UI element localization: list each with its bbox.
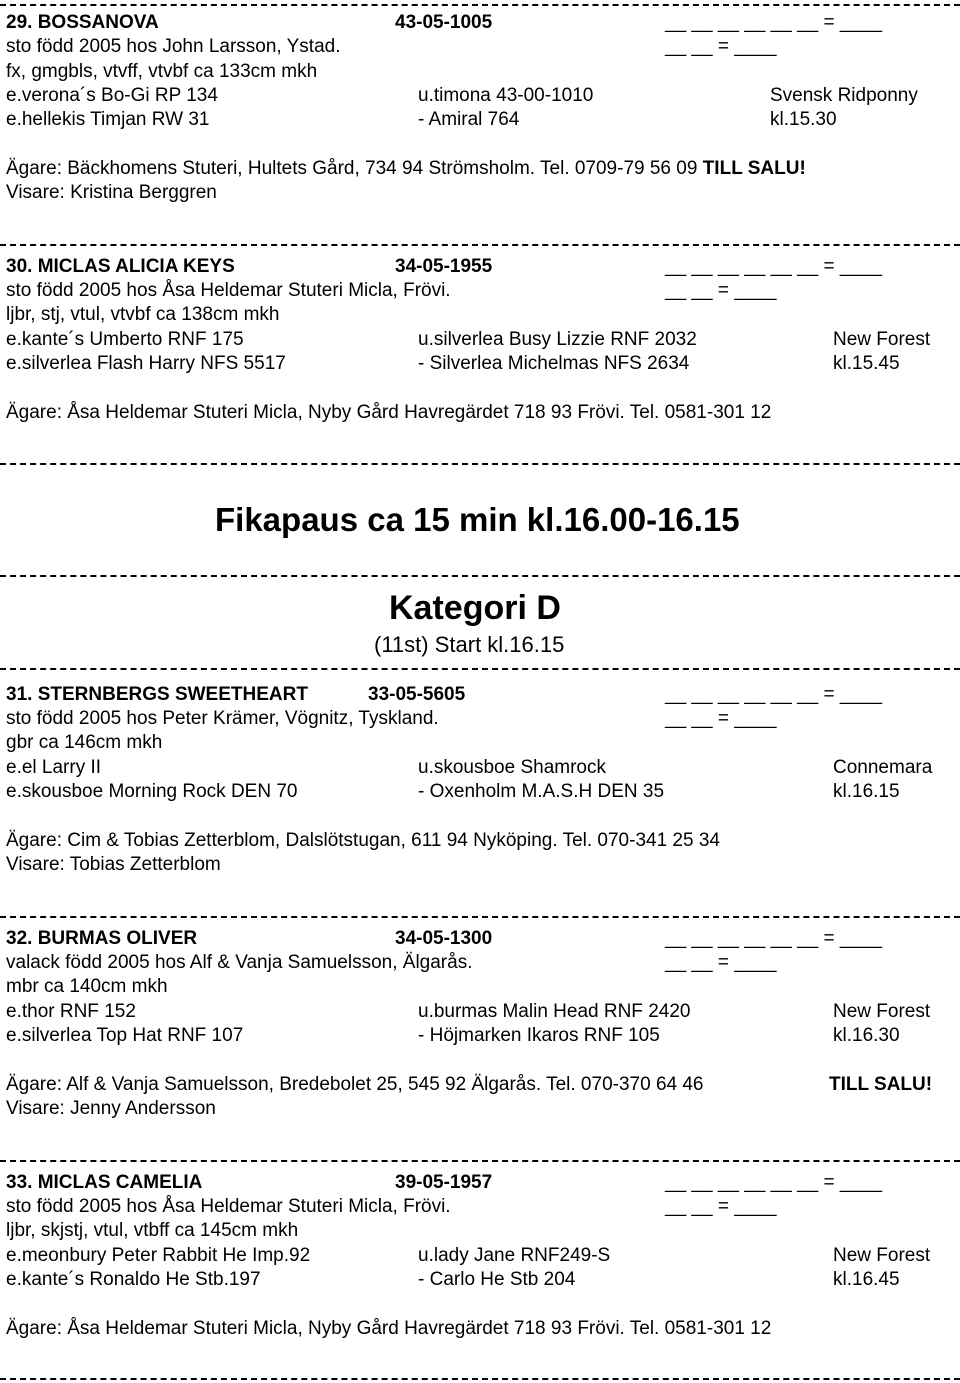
owner: Ägare: Cim & Tobias Zetterblom, Dalslötstugan, 611 94 Nyköping. Tel. 070-341 25 34 — [6, 830, 720, 851]
score-blanks: __ __ __ __ __ __ = ____ — [665, 256, 883, 277]
sire: e.verona´s Bo-Gi RP 134 — [6, 85, 218, 106]
sub-score-blanks: __ __ = ____ — [665, 708, 777, 729]
separator — [0, 1370, 960, 1380]
breed: New Forest — [833, 1001, 931, 1022]
owner: Ägare: Alf & Vanja Samuelsson, Bredebolet 25, 545 92 Älgarås. Tel. 070-370 64 46 — [6, 1074, 704, 1095]
dam-sire: - Silverlea Michelmas NFS 2634 — [418, 353, 690, 374]
owner: Ägare: Åsa Heldemar Stuteri Micla, Nyby Gård Havregärdet 718 93 Frövi. Tel. 0581-301 12 — [6, 1318, 772, 1339]
for-sale-label: TILL SALU! — [702, 158, 806, 179]
birth-info: sto född 2005 hos John Larsson, Ystad. — [6, 36, 341, 57]
entry-number: 29. BOSSANOVA — [6, 12, 159, 33]
start-time: kl.15.45 — [833, 353, 900, 374]
registration-number: 33-05-5605 — [368, 684, 466, 705]
separator — [0, 908, 960, 918]
sub-score-blanks: __ __ = ____ — [665, 280, 777, 301]
dam: u.skousboe Shamrock — [418, 757, 606, 778]
dam: u.burmas Malin Head RNF 2420 — [418, 1001, 691, 1022]
birth-info: sto född 2005 hos Åsa Heldemar Stuteri Micla, Frövi. — [6, 280, 451, 301]
entry-number: 30. MICLAS ALICIA KEYS — [6, 256, 235, 277]
handler: Visare: Tobias Zetterblom — [6, 854, 221, 875]
description: mbr ca 140cm mkh — [6, 976, 168, 997]
category-subtitle: (11st) Start kl.16.15 — [374, 632, 565, 657]
description: ljbr, stj, vtul, vtvbf ca 138cm mkh — [6, 304, 280, 325]
score-blanks: __ __ __ __ __ __ = ____ — [665, 1172, 883, 1193]
sub-score-blanks: __ __ = ____ — [665, 1196, 777, 1217]
score-blanks: __ __ __ __ __ __ = ____ — [665, 684, 883, 705]
entry-number: 31. STERNBERGS SWEETHEART — [6, 684, 308, 705]
breed: Svensk Ridponny — [770, 85, 918, 106]
dam-sire: - Oxenholm M.A.S.H DEN 35 — [418, 781, 665, 802]
dam: u.silverlea Busy Lizzie RNF 2032 — [418, 329, 697, 350]
sub-score-blanks: __ __ = ____ — [665, 952, 777, 973]
sire: e.kante´s Umberto RNF 175 — [6, 329, 244, 350]
start-time: kl.16.15 — [833, 781, 900, 802]
handler: Visare: Kristina Berggren — [6, 182, 217, 203]
sire-of-sire: e.silverlea Top Hat RNF 107 — [6, 1025, 244, 1046]
sire-of-sire: e.silverlea Flash Harry NFS 5517 — [6, 353, 286, 374]
dam: u.lady Jane RNF249-S — [418, 1245, 611, 1266]
birth-info: valack född 2005 hos Alf & Vanja Samuelsson, Älgarås. — [6, 952, 473, 973]
breed: New Forest — [833, 1245, 931, 1266]
sire: e.meonbury Peter Rabbit He Imp.92 — [6, 1245, 311, 1266]
separator — [0, 567, 960, 577]
owner: Ägare: Bäckhomens Stuteri, Hultets Gård, 734 94 Strömsholm. Tel. 0709-79 56 09 TILL SALU! — [6, 158, 806, 179]
birth-info: sto född 2005 hos Peter Krämer, Vögnitz, Tyskland. — [6, 708, 439, 729]
start-time: kl.15.30 — [770, 109, 837, 130]
separator — [0, 455, 960, 465]
description: ljbr, skjstj, vtul, vtbff ca 145cm mkh — [6, 1220, 299, 1241]
score-blanks: __ __ __ __ __ __ = ____ — [665, 12, 883, 33]
description: gbr ca 146cm mkh — [6, 732, 163, 753]
registration-number: 34-05-1300 — [395, 928, 493, 949]
coffee-break-heading: Fikapaus ca 15 min kl.16.00-16.15 — [215, 501, 740, 538]
registration-number: 43-05-1005 — [395, 12, 493, 33]
sire-of-sire: e.hellekis Timjan RW 31 — [6, 109, 210, 130]
entry-number: 33. MICLAS CAMELIA — [6, 1172, 203, 1193]
score-blanks: __ __ __ __ __ __ = ____ — [665, 928, 883, 949]
separator — [0, 236, 960, 246]
category-title: Kategori D — [389, 589, 561, 627]
separator — [0, 0, 960, 6]
breed: New Forest — [833, 329, 931, 350]
separator — [0, 660, 960, 670]
description: fx, gmgbls, vtvff, vtvbf ca 133cm mkh — [6, 61, 318, 82]
start-time: kl.16.45 — [833, 1269, 900, 1290]
sire-of-sire: e.kante´s Ronaldo He Stb.197 — [6, 1269, 261, 1290]
sire: e.el Larry II — [6, 757, 102, 778]
start-time: kl.16.30 — [833, 1025, 900, 1046]
dam: u.timona 43-00-1010 — [418, 85, 594, 106]
dam-sire: - Amiral 764 — [418, 109, 520, 130]
sire: e.thor RNF 152 — [6, 1001, 136, 1022]
entry-number: 32. BURMAS OLIVER — [6, 928, 198, 949]
separator — [0, 1152, 960, 1162]
handler: Visare: Jenny Andersson — [6, 1098, 216, 1119]
sire-of-sire: e.skousboe Morning Rock DEN 70 — [6, 781, 298, 802]
breed: Connemara — [833, 757, 933, 778]
registration-number: 39-05-1957 — [395, 1172, 493, 1193]
owner: Ägare: Åsa Heldemar Stuteri Micla, Nyby Gård Havregärdet 718 93 Frövi. Tel. 0581-301 12 — [6, 402, 772, 423]
birth-info: sto född 2005 hos Åsa Heldemar Stuteri Micla, Frövi. — [6, 1196, 451, 1217]
for-sale-label: TILL SALU! — [829, 1074, 933, 1095]
sub-score-blanks: __ __ = ____ — [665, 36, 777, 57]
registration-number: 34-05-1955 — [395, 256, 493, 277]
dam-sire: - Carlo He Stb 204 — [418, 1269, 576, 1290]
dam-sire: - Höjmarken Ikaros RNF 105 — [418, 1025, 660, 1046]
